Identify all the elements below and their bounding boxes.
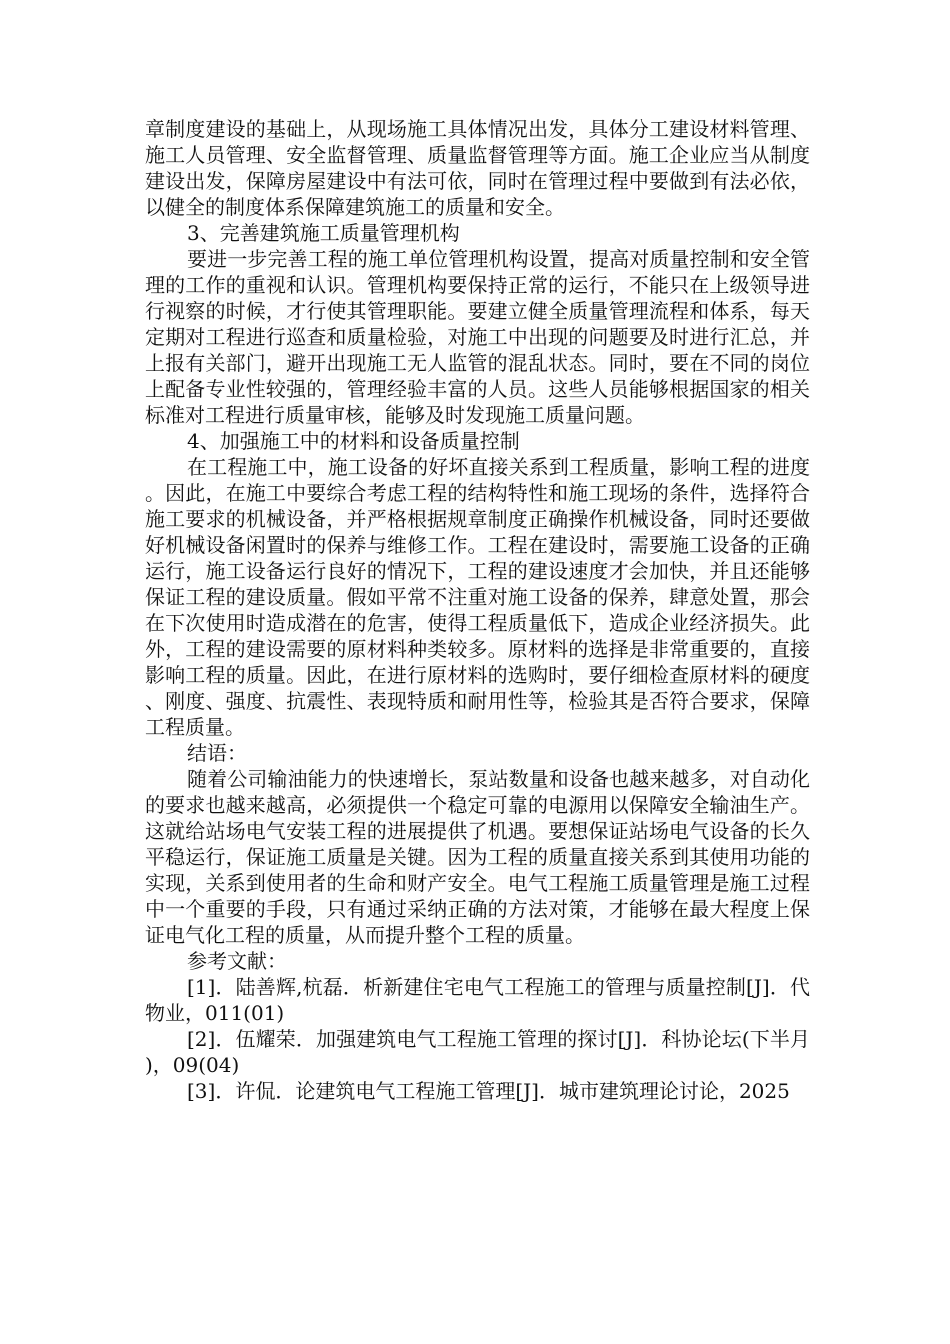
paragraph-management-system: 章制度建设的基础上，从现场施工具体情况出发，具体分工建设材料管理、施工人员管理、安全监督管理、质量监督管理等方面。施工企业应当从制度建设出发，保障房屋建设中有法可依，同时在管理过程中要做到有法必依，以健全的制度体系保障建筑施工的质量和安全。 bbox=[145, 117, 810, 219]
paragraph-conclusion: 随着公司输油能力的快速增长，泵站数量和设备也越来越多，对自动化的要求也越来越高，必须提供一个稳定可靠的电源用以保障安全输油生产。这就给站场电气安装工程的进展提供了机遇。要想保证站场电气设备的长久平稳运行，保证施工质量是关键。因为工程的质量直接关系到其使用功能的实现，关系到使用者的生命和财产安全。电气工程施工质量管理是施工过程中一个重要的手段，只有通过采纳正确的方法对策，才能够在最大程度上保证电气化工程的质量，从而提升整个工程的质量。 bbox=[145, 767, 810, 947]
document-body bbox=[145, 116, 810, 1104]
reference-item-3: [3]．许侃．论建筑电气工程施工管理[J]．城市建筑理论讨论，2025 bbox=[187, 1079, 790, 1103]
reference-item-2: [2]．伍耀荣．加强建筑电气工程施工管理的探讨[J]．科协论坛(下半月)，09(04) bbox=[145, 1027, 810, 1077]
paragraph-materials-equipment: 在工程施工中，施工设备的好坏直接关系到工程质量，影响工程的进度。因此，在施工中要综合考虑工程的结构特性和施工现场的条件，选择符合施工要求的机械设备，并严格根据规章制度正确操作机械设备，同时还要做好机械设备闲置时的保养与维修工作。工程在建设时，需要施工设备的正确运行，施工设备运行良好的情况下，工程的建设速度才会加快，并且还能够保证工程的建设质量。假如平常不注重对施工设备的保养，肆意处置，那会在下次使用时造成潜在的危害，使得工程质量低下，造成企业经济损失。此外，工程的建设需要的原材料种类较多。原材料的选择是非常重要的，直接影响工程的质量。因此，在进行原材料的选购时，要仔细检查原材料的硬度、刚度、强度、抗震性、表现特质和耐用性等，检验其是否符合要求，保障工程质量。 bbox=[145, 455, 810, 739]
reference-item-1: [1]．陆善辉,杭磊．析新建住宅电气工程施工的管理与质量控制[J]．代物业，011(01) bbox=[145, 975, 810, 1025]
paragraph-management-organization: 要进一步完善工程的施工单位管理机构设置，提高对质量控制和安全管理的工作的重视和认识。管理机构要保持正常的运行，不能只在上级领导进行视察的时候，才行使其管理职能。要建立健全质量管理流程和体系，每天定期对工程进行巡查和质量检验，对施工中出现的问题要及时进行汇总，并上报有关部门，避开出现施工无人监管的混乱状态。同时，要在不同的岗位上配备专业性较强的，管理经验丰富的人员。这些人员能够根据国家的相关标准对工程进行质量审核，能够及时发现施工质量问题。 bbox=[145, 247, 810, 427]
section-heading-3: 3、完善建筑施工质量管理机构 bbox=[187, 221, 460, 245]
section-heading-4: 4、加强施工中的材料和设备质量控制 bbox=[187, 429, 520, 453]
conclusion-heading: 结语： bbox=[187, 741, 247, 765]
references-heading: 参考文献： bbox=[187, 949, 287, 973]
